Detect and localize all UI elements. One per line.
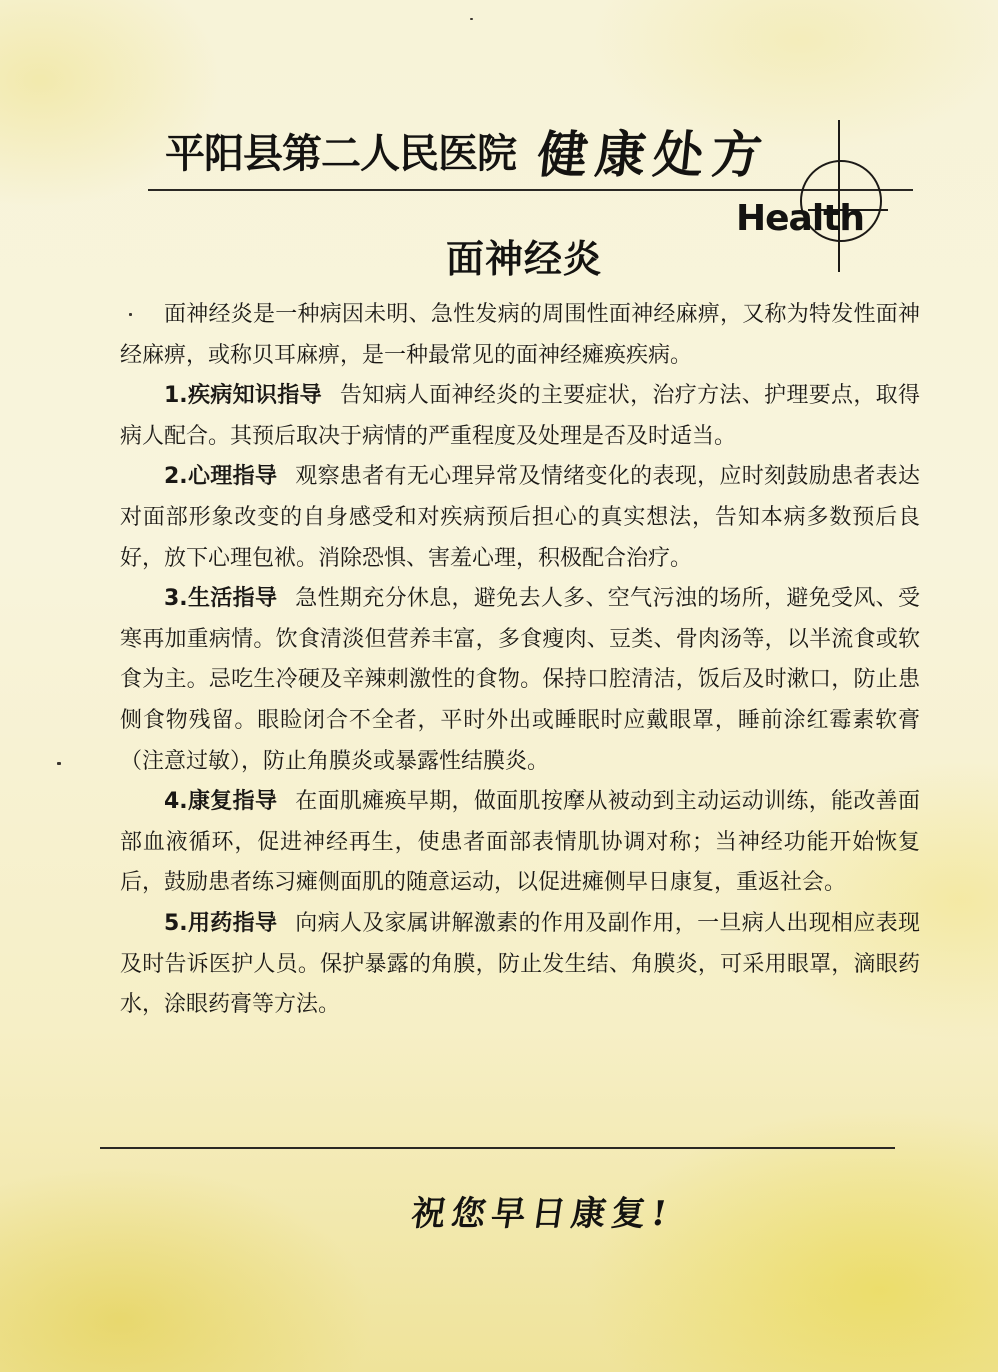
paper-speck xyxy=(470,18,473,20)
hospital-name: 平阳县第二人民医院 xyxy=(165,131,516,177)
section-disease-knowledge xyxy=(120,376,920,457)
section-text: 观察患者有无心理异常及情绪变化的表现，应时刻鼓励患者表达对面部形象改变的自身感受和对疾病预后担心的真实想法，告知本病多数预后良好，放下心理包袱。消除恐惧、害羞心理，积极配合治疗。 xyxy=(120,464,920,571)
section-text: 急性期充分休息，避免去人多、空气污浊的场所，避免受风、受寒再加重病情。饮食清淡但营养丰富，多食瘦肉、豆类、骨肉汤等，以半流食或软食为主。忌吃生冷硬及辛辣刺激性的食物。保持口腔清洁，饭后及时漱口，防止患侧食物残留。眼睑闭合不全者，平时外出或睡眠时应戴眼罩，睡前涂红霉素软膏（注意过敏），防止角膜炎或暴露性结膜炎。 xyxy=(120,586,920,774)
health-logo xyxy=(736,120,890,280)
paper-speck xyxy=(57,762,61,765)
section-rehabilitation xyxy=(120,782,920,904)
section-heading: 1.疾病知识指导 xyxy=(164,383,322,409)
paper-speck xyxy=(129,313,132,316)
section-text: 告知病人面神经炎的主要症状，治疗方法、护理要点，取得病人配合。其预后取决于病情的严重程度及处理是否及时适当。 xyxy=(120,383,920,449)
health-logo-text: Health xyxy=(736,198,865,239)
prescription-title: 健康处方 xyxy=(534,125,773,184)
article-title: 面神经炎 xyxy=(446,237,603,281)
section-psychological xyxy=(120,457,920,579)
section-heading: 4.康复指导 xyxy=(164,789,278,815)
section-medication xyxy=(120,904,920,1026)
section-text: 在面肌瘫痪早期，做面肌按摩从被动到主动运动训练，能改善面部血液循环，促进神经再生，使患者面部表情肌协调对称；当神经功能开始恢复后，鼓励患者练习瘫侧面肌的随意运动，以促进瘫侧早日康复，重返社会。 xyxy=(120,789,920,896)
closing-wish: 祝您早日康复! xyxy=(408,1194,676,1234)
article-body xyxy=(120,295,920,1026)
section-heading: 3.生活指导 xyxy=(164,586,278,612)
section-heading: 2.心理指导 xyxy=(164,464,278,490)
section-heading: 5.用药指导 xyxy=(164,910,278,936)
intro-paragraph: 面神经炎是一种病因未明、急性发病的周围性面神经麻痹，又称为特发性面神经麻痹，或称贝耳麻痹，是一种最常见的面神经瘫痪疾病。 xyxy=(120,302,920,368)
section-lifestyle xyxy=(120,579,920,782)
section-text: 向病人及家属讲解激素的作用及副作用，一旦病人出现相应表现及时告诉医护人员。保护暴露的角膜，防止发生结、角膜炎，可采用眼罩，滴眼药水，涂眼药膏等方法。 xyxy=(120,910,920,1018)
footer-divider xyxy=(100,1147,895,1149)
